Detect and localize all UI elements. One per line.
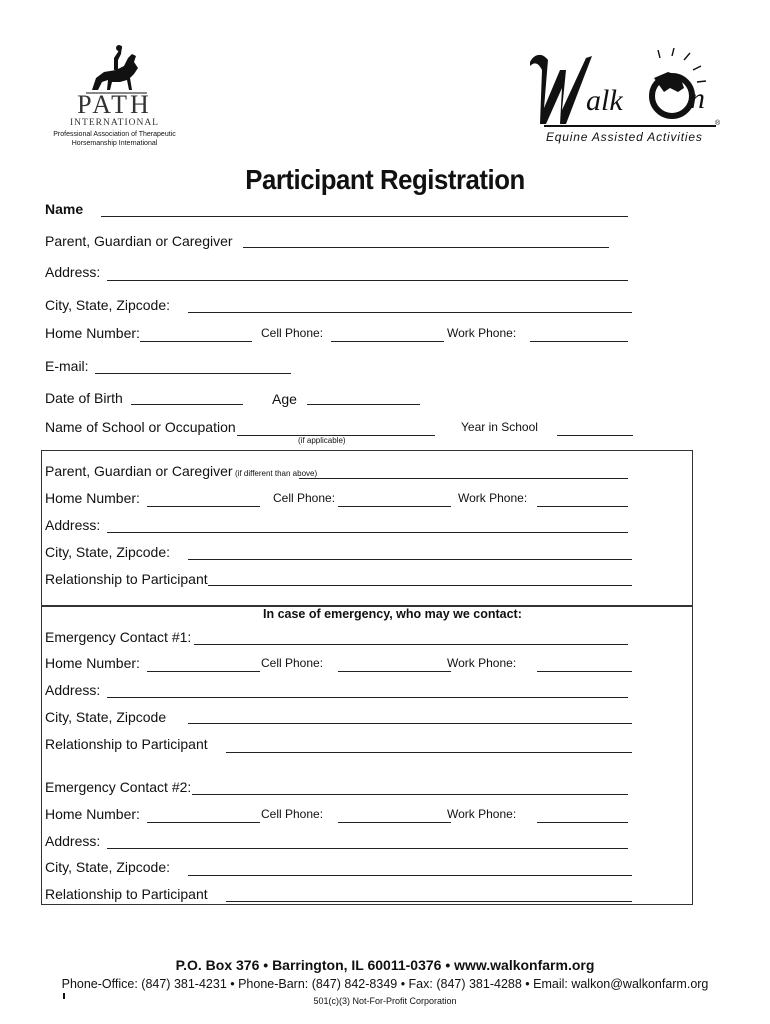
participant-name-field[interactable] bbox=[101, 216, 628, 217]
emergency-work2-field[interactable] bbox=[537, 822, 628, 823]
emergency-relationship2-label: Relationship to Participant bbox=[45, 886, 208, 902]
emergency-city2-field[interactable] bbox=[188, 875, 632, 876]
emergency-home2-field[interactable] bbox=[147, 822, 260, 823]
emergency-city1-label: City, State, Zipcode bbox=[45, 709, 167, 725]
footer-contact: Phone-Office: (847) 381-4231 • Phone-Barn: (847) 842-8349 • Fax: (847) 381-4288 • Email: walkon@walkonfarm.org bbox=[61, 977, 709, 991]
participant-school-note: (if applicable) bbox=[298, 436, 346, 445]
emergency-work1-field[interactable] bbox=[537, 671, 632, 672]
svg-text:alk: alk bbox=[586, 84, 623, 117]
participant-school-label: Name of School or Occupation bbox=[45, 419, 236, 435]
footer-address: P.O. Box 376 • Barrington, IL 60011-0376 • www.walkonfarm.org bbox=[175, 957, 595, 973]
path-logo bbox=[52, 44, 177, 154]
participant-year-label: Year in School bbox=[461, 420, 538, 434]
emergency-contact2-field[interactable] bbox=[192, 794, 628, 795]
emergency-relationship1-label: Relationship to Participant bbox=[45, 736, 208, 752]
participant-dob-field[interactable] bbox=[131, 404, 243, 405]
participant-work-field[interactable] bbox=[530, 341, 628, 342]
emergency-cell1-field[interactable] bbox=[338, 671, 451, 672]
participant-name-label: Name bbox=[45, 201, 84, 217]
guardian-relationship-field[interactable] bbox=[208, 585, 632, 586]
emergency-home1-field[interactable] bbox=[147, 671, 260, 672]
path-logo-subtitle-1: Professional Association of Therapeutic bbox=[53, 131, 176, 138]
footer-mark bbox=[63, 993, 65, 999]
emergency-home2-label: Home Number: bbox=[45, 806, 140, 822]
emergency-relationship2-field[interactable] bbox=[226, 901, 632, 902]
guardian-cell-field[interactable] bbox=[338, 506, 451, 507]
horse-rider-icon bbox=[52, 44, 177, 94]
guardian-address-label: Address: bbox=[45, 517, 101, 533]
emergency-contact1-label: Emergency Contact #1: bbox=[45, 629, 192, 645]
emergency-work2-label: Work Phone: bbox=[447, 807, 517, 821]
emergency-city1-field[interactable] bbox=[188, 723, 632, 724]
guardian-parent-note: (if different than above) bbox=[235, 469, 318, 478]
guardian-parent-label: Parent, Guardian or Caregiver bbox=[45, 463, 233, 479]
emergency-cell1-label: Cell Phone: bbox=[261, 656, 324, 670]
emergency-address1-field[interactable] bbox=[107, 697, 628, 698]
emergency-cell2-label: Cell Phone: bbox=[261, 807, 324, 821]
walkon-logo bbox=[520, 48, 730, 148]
guardian-address-field[interactable] bbox=[107, 532, 628, 533]
emergency-address1-label: Address: bbox=[45, 682, 101, 698]
guardian-cell-label: Cell Phone: bbox=[273, 491, 336, 505]
participant-dob-label: Date of Birth bbox=[45, 390, 123, 406]
guardian-home-label: Home Number: bbox=[45, 490, 140, 506]
guardian-city-field[interactable] bbox=[188, 559, 632, 560]
participant-cell-label: Cell Phone: bbox=[261, 326, 324, 340]
participant-age-label: Age bbox=[272, 391, 297, 407]
guardian-work-field[interactable] bbox=[537, 506, 628, 507]
emergency-relationship1-field[interactable] bbox=[226, 752, 632, 753]
emergency-contact2-label: Emergency Contact #2: bbox=[45, 779, 192, 795]
emergency-contact1-field[interactable] bbox=[194, 644, 628, 645]
emergency-cell2-field[interactable] bbox=[338, 822, 451, 823]
participant-address-field[interactable] bbox=[107, 280, 628, 281]
guardian-work-label: Work Phone: bbox=[458, 491, 528, 505]
participant-address-label: Address: bbox=[45, 264, 101, 280]
guardian-city-label: City, State, Zipcode: bbox=[45, 544, 171, 560]
guardian-parent-field[interactable] bbox=[299, 478, 628, 479]
participant-home-label: Home Number: bbox=[45, 325, 140, 341]
participant-city-label: City, State, Zipcode: bbox=[45, 297, 171, 313]
emergency-city2-label: City, State, Zipcode: bbox=[45, 859, 171, 875]
page-title: Participant Registration bbox=[245, 164, 525, 195]
emergency-heading: In case of emergency, who may we contact: bbox=[263, 607, 522, 621]
participant-work-label: Work Phone: bbox=[447, 326, 517, 340]
path-logo-intl: INTERNATIONAL bbox=[70, 118, 159, 128]
svg-text:n: n bbox=[690, 82, 705, 115]
walkon-tagline: Equine Assisted Activities bbox=[546, 130, 703, 144]
participant-city-field[interactable] bbox=[188, 312, 632, 313]
emergency-home1-label: Home Number: bbox=[45, 655, 140, 671]
participant-email-label: E-mail: bbox=[45, 358, 89, 374]
participant-parent-label: Parent, Guardian or Caregiver bbox=[45, 233, 233, 249]
emergency-address2-label: Address: bbox=[45, 833, 101, 849]
participant-email-field[interactable] bbox=[95, 373, 291, 374]
walkon-registered-mark: ® bbox=[715, 120, 721, 127]
path-logo-name: PATH bbox=[77, 90, 152, 119]
emergency-address2-field[interactable] bbox=[107, 848, 628, 849]
path-logo-subtitle-2: Horsemanship International bbox=[71, 140, 158, 147]
participant-parent-field[interactable] bbox=[243, 247, 609, 248]
participant-year-field[interactable] bbox=[557, 435, 633, 436]
emergency-work1-label: Work Phone: bbox=[447, 656, 517, 670]
participant-age-field[interactable] bbox=[307, 404, 420, 405]
footer-nonprofit: 501(c)(3) Not-For-Profit Corporation bbox=[313, 996, 457, 1006]
guardian-home-field[interactable] bbox=[147, 506, 260, 507]
participant-home-field[interactable] bbox=[140, 341, 252, 342]
participant-cell-field[interactable] bbox=[331, 341, 444, 342]
guardian-relationship-label: Relationship to Participant bbox=[45, 571, 208, 587]
